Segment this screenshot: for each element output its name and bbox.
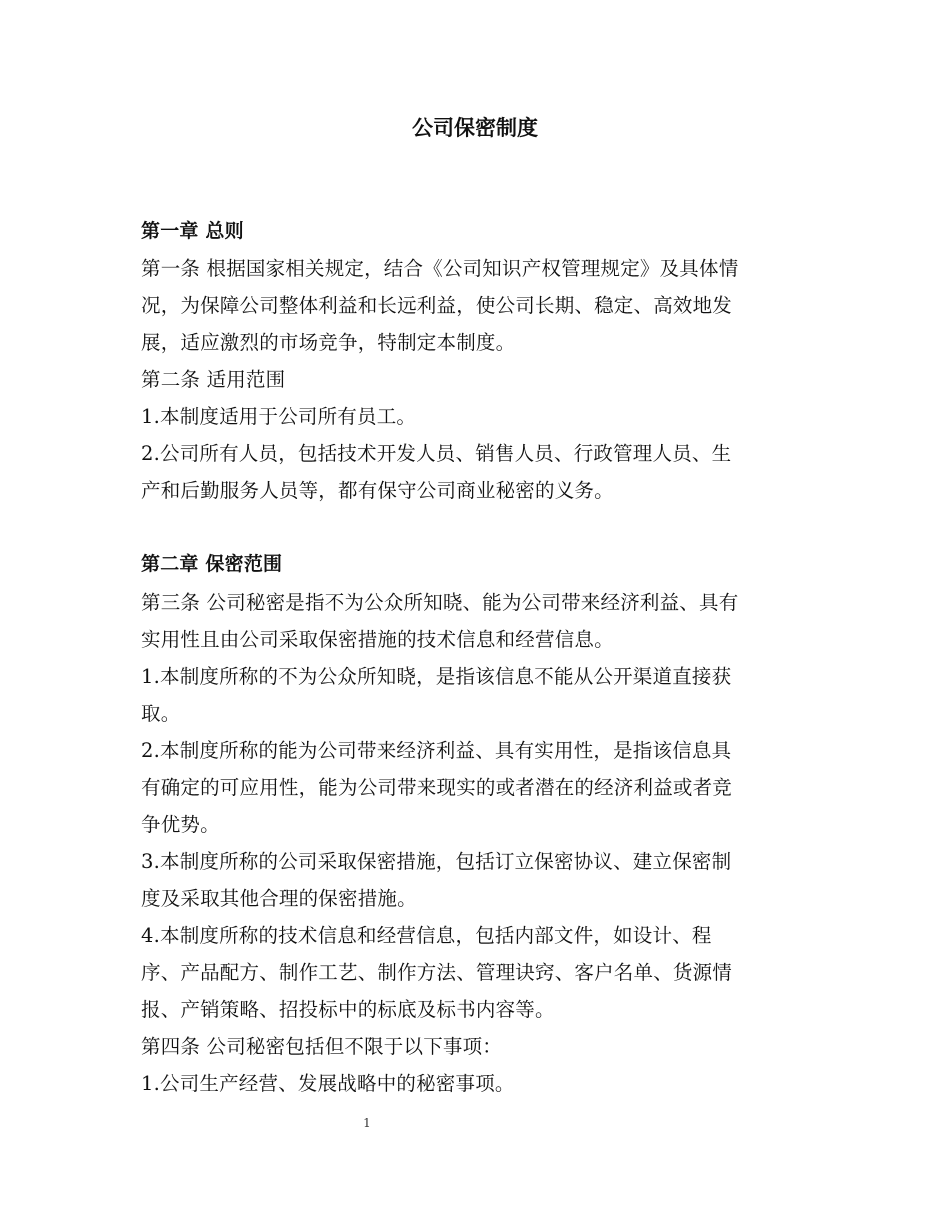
page-number: 1 (363, 1116, 371, 1130)
list-item: 1.本制度适用于公司所有员工。 (141, 405, 417, 428)
article-line: 第三条 公司秘密是指不为公众所知晓、能为公司带来经济利益、具有 (141, 591, 739, 614)
list-item: 1.本制度所称的不为公众所知晓，是指该信息不能从公开渠道直接获 (141, 665, 732, 688)
list-item: 4.本制度所称的技术信息和经营信息，包括内部文件，如设计、程 (141, 924, 712, 947)
article-line: 第四条 公司秘密包括但不限于以下事项： (141, 1035, 502, 1058)
list-item: 2.本制度所称的能为公司带来经济利益、具有实用性，是指该信息具 (141, 739, 732, 762)
list-item: 2.公司所有人员，包括技术开发人员、销售人员、行政管理人员、生 (141, 442, 732, 465)
list-item: 争优势。 (141, 813, 220, 836)
list-item: 报、产销策略、招投标中的标底及标书内容等。 (141, 998, 555, 1021)
article-line: 第二条 适用范围 (141, 368, 286, 391)
page-title: 公司保密制度 (412, 116, 538, 140)
list-item: 产和后勤服务人员等，都有保守公司商业秘密的义务。 (141, 479, 614, 502)
article-line: 展，适应激烈的市场竞争，特制定本制度。 (141, 331, 516, 354)
article-line: 第一条 根据国家相关规定，结合《公司知识产权管理规定》及具体情 (141, 257, 739, 280)
article-line: 实用性且由公司采取保密措施的技术信息和经营信息。 (141, 628, 614, 651)
list-item: 序、产品配方、制作工艺、制作方法、管理诀窍、客户名单、货源情 (141, 961, 733, 984)
chapter-heading: 第一章 总则 (141, 220, 244, 242)
list-item: 3.本制度所称的公司采取保密措施，包括订立保密协议、建立保密制 (141, 850, 732, 873)
list-item: 度及采取其他合理的保密措施。 (141, 887, 417, 910)
list-item: 取。 (141, 702, 181, 725)
chapter-heading: 第二章 保密范围 (141, 553, 283, 575)
article-line: 况，为保障公司整体利益和长远利益，使公司长期、稳定、高效地发 (141, 294, 733, 317)
list-item: 1.公司生产经营、发展战略中的秘密事项。 (141, 1072, 515, 1095)
list-item: 有确定的可应用性，能为公司带来现实的或者潜在的经济利益或者竞 (141, 776, 733, 799)
